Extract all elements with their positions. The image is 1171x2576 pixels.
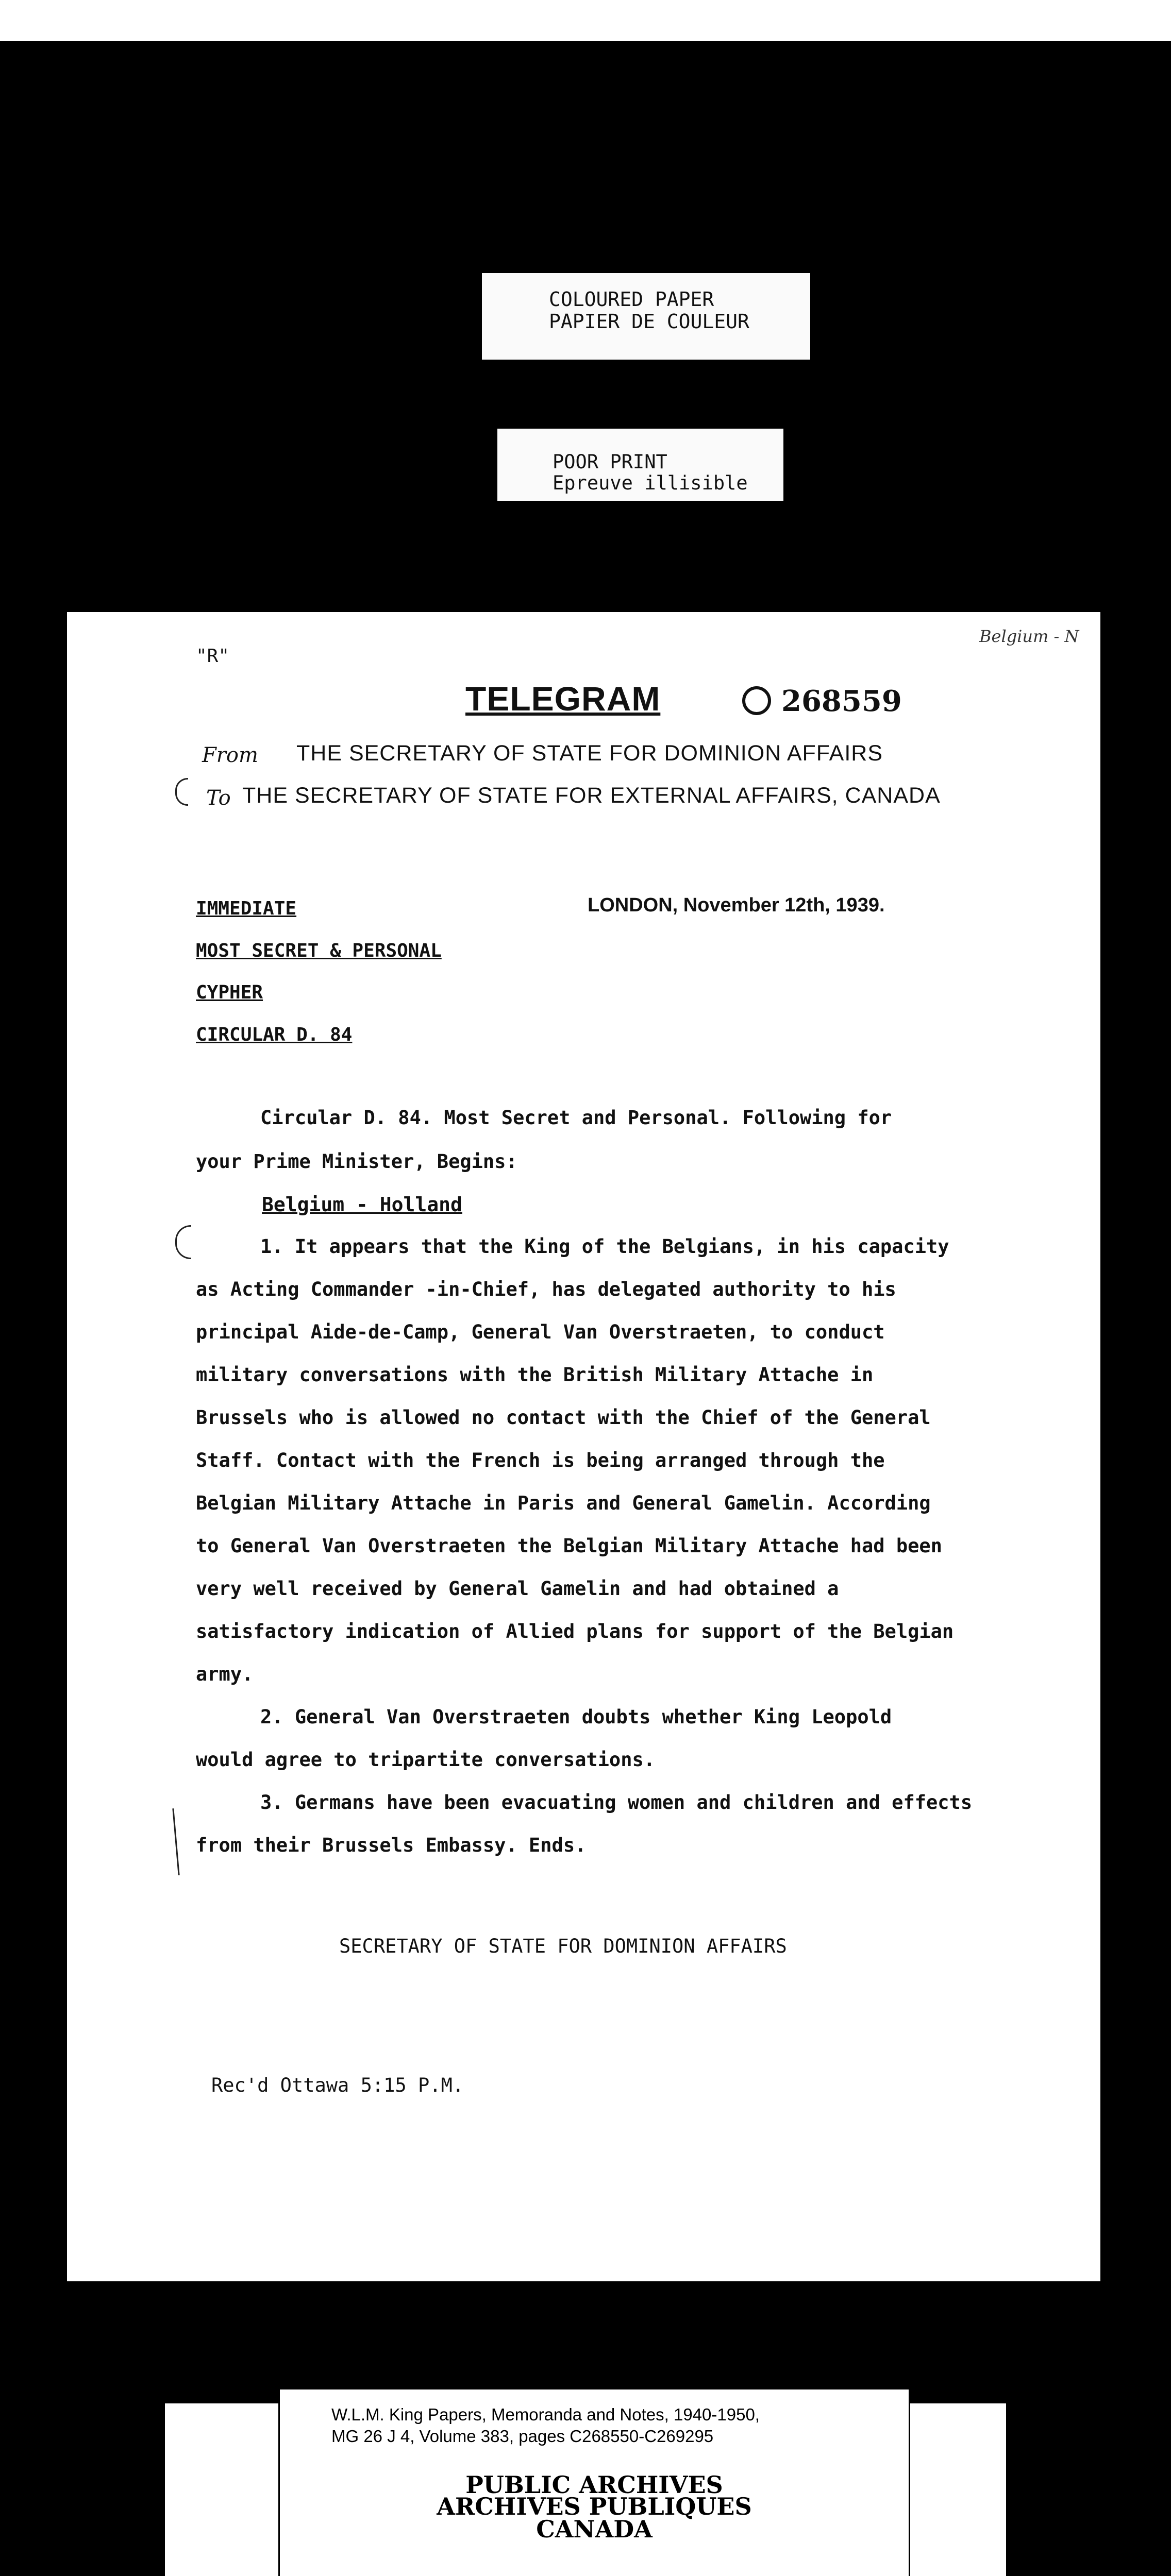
para1-line-7: Belgian Military Attache in Paris and General Gamelin. According	[196, 1492, 931, 1514]
para1-line-8: to General Van Overstraeten the Belgian Military Attache had been	[196, 1535, 942, 1557]
classification-immediate: IMMEDIATE	[196, 898, 297, 919]
poor-print-line-en: POOR PRINT	[553, 451, 667, 473]
document-number	[742, 684, 902, 718]
poor-print-label	[497, 429, 783, 501]
para3-line-2: from their Brussels Embassy. Ends.	[196, 1834, 587, 1856]
para3-line-1: 3. Germans have been evacuating women and children and effects	[260, 1791, 973, 1814]
archives-reference-line-2: MG 26 J 4, Volume 383, pages C268550-C269295	[331, 2427, 714, 2446]
to-text: THE SECRETARY OF STATE FOR EXTERNAL AFFAIRS, CANADA	[242, 783, 941, 808]
classification-cypher: CYPHER	[196, 982, 263, 1003]
to-label: To	[206, 786, 231, 810]
para1-line-11: army.	[196, 1663, 254, 1685]
from-label: From	[202, 743, 258, 767]
telegram-title: TELEGRAM	[465, 680, 661, 718]
para2-line-1: 2. General Van Overstraeten doubts whether King Leopold	[260, 1706, 892, 1728]
archives-stamp-line-2: ARCHIVES PUBLIQUES	[437, 2493, 752, 2520]
archives-stamp-line-1: PUBLIC ARCHIVES	[465, 2471, 723, 2499]
signature-block: SECRETARY OF STATE FOR DOMINION AFFAIRS	[339, 1935, 787, 1957]
margin-line-mark	[172, 1808, 179, 1875]
intro-line-1: Circular D. 84. Most Secret and Personal. Following for	[260, 1107, 892, 1129]
coloured-paper-line-en: COLOURED PAPER	[549, 288, 714, 311]
classification-circular: CIRCULAR D. 84	[196, 1024, 353, 1045]
classification-most-secret: MOST SECRET & PERSONAL	[196, 940, 442, 961]
place-date: LONDON, November 12th, 1939.	[588, 894, 885, 916]
para1-line-9: very well received by General Gamelin and had obtained a	[196, 1578, 839, 1600]
copyright-c-icon	[742, 686, 771, 715]
margin-bracket-mark-top	[175, 778, 188, 806]
para1-line-1: 1. It appears that the King of the Belgians, in his capacity	[260, 1235, 949, 1258]
top-border-strip	[0, 0, 1171, 41]
archives-card	[165, 2403, 1006, 2576]
para1-line-5: Brussels who is allowed no contact with the Chief of the General	[196, 1406, 931, 1429]
para1-line-10: satisfactory indication of Allied plans for support of the Belgian	[196, 1620, 954, 1642]
para1-line-4: military conversations with the British Military Attache in	[196, 1364, 874, 1386]
margin-bracket-mark	[175, 1225, 191, 1259]
section-heading: Belgium - Holland	[262, 1193, 462, 1216]
document-marker: "R"	[196, 646, 230, 667]
coloured-paper-line-fr: PAPIER DE COULEUR	[549, 310, 749, 333]
para1-line-6: Staff. Contact with the French is being arranged through the	[196, 1449, 885, 1471]
para1-line-3: principal Aide-de-Camp, General Van Overstraeten, to conduct	[196, 1321, 885, 1343]
handwritten-note: Belgium - N	[979, 626, 1079, 646]
para1-line-2: as Acting Commander -in-Chief, has delegated authority to his	[196, 1278, 896, 1300]
archives-reference-line-1: W.L.M. King Papers, Memoranda and Notes, 1940-1950,	[331, 2405, 760, 2424]
para2-line-2: would agree to tripartite conversations.	[196, 1749, 656, 1771]
poor-print-line-fr: Epreuve illisible	[553, 472, 748, 495]
from-text: THE SECRETARY OF STATE FOR DOMINION AFFAIRS	[296, 741, 883, 766]
intro-line-2: your Prime Minister, Begins:	[196, 1150, 517, 1173]
coloured-paper-label	[482, 273, 810, 360]
received-stamp: Rec'd Ottawa 5:15 P.M.	[211, 2074, 464, 2096]
archives-stamp-line-3: CANADA	[536, 2515, 653, 2543]
document-number-value: 268559	[781, 684, 902, 718]
archives-frame	[278, 2388, 910, 2576]
telegram-sheet	[67, 612, 1100, 2281]
